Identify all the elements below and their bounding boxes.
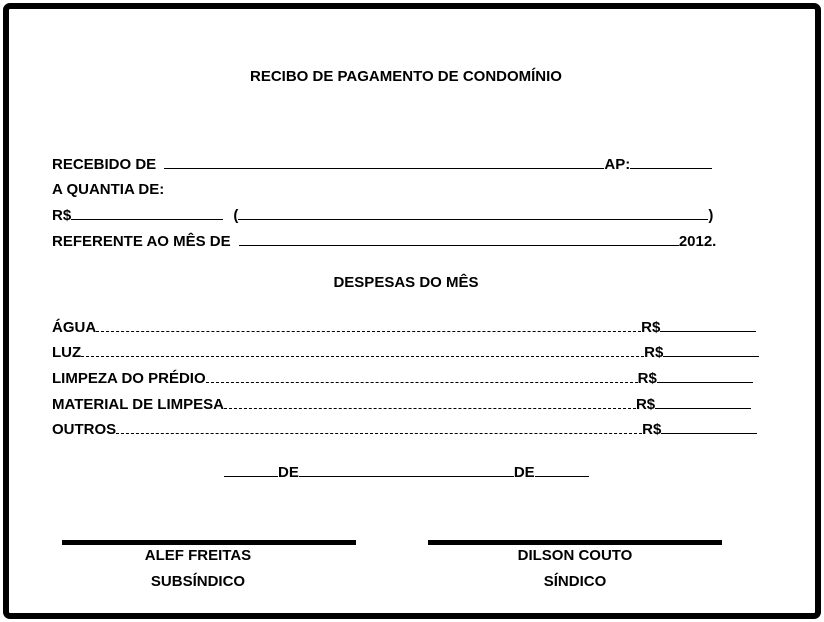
expense-currency: R$ [641, 319, 661, 336]
expense-leader [116, 424, 642, 434]
amount-row [52, 206, 713, 224]
signatory-role: SUBSÍNDICO [150, 573, 246, 590]
signature-line [62, 540, 356, 545]
reference-row [52, 232, 716, 250]
received-from-blank[interactable] [164, 155, 604, 169]
date-year-blank[interactable] [535, 463, 589, 477]
signatory-name: ALEF FREITAS [144, 547, 252, 564]
expense-label: MATERIAL DE LIMPESA [52, 396, 224, 413]
received-from-row [52, 155, 712, 173]
expense-label: ÁGUA [52, 319, 97, 336]
amount-label: A QUANTIA DE: [52, 181, 165, 198]
expense-amount-blank[interactable] [655, 395, 751, 409]
received-from-label: RECEBIDO DE [52, 156, 157, 173]
expense-leader [81, 347, 644, 357]
amount-words-open: ( [233, 207, 239, 224]
receipt-frame [3, 3, 821, 619]
date-row [224, 463, 589, 481]
expense-currency: R$ [642, 421, 662, 438]
signatory-name: DILSON COUTO [517, 547, 633, 564]
apartment-label: AP: [604, 156, 631, 173]
amount-words-close: ) [708, 207, 714, 224]
date-month-blank[interactable] [299, 463, 514, 477]
apartment-blank[interactable] [630, 155, 712, 169]
expense-label: LUZ [52, 344, 82, 361]
date-de-2: DE [513, 464, 535, 481]
expense-row [52, 395, 764, 413]
expense-amount-blank[interactable] [660, 318, 756, 332]
reference-month-blank[interactable] [239, 232, 679, 246]
amount-number-blank[interactable] [71, 206, 223, 220]
amount-currency-label: R$ [52, 207, 72, 224]
expense-leader [96, 322, 641, 332]
expense-amount-blank[interactable] [661, 420, 757, 434]
expense-label: LIMPEZA DO PRÉDIO [52, 370, 206, 387]
expense-label: OUTROS [52, 421, 117, 438]
signature-line [428, 540, 722, 545]
receipt-title: RECIBO DE PAGAMENTO DE CONDOMÍNIO [250, 68, 562, 85]
expense-currency: R$ [635, 396, 656, 413]
expenses-heading: DESPESAS DO MÊS [333, 274, 479, 291]
expense-leader [224, 399, 636, 409]
expense-currency: R$ [637, 370, 657, 387]
date-de-1: DE [278, 464, 299, 481]
expense-row [52, 369, 764, 387]
expense-amount-blank[interactable] [657, 369, 753, 383]
expense-row [52, 343, 764, 361]
expense-amount-blank[interactable] [663, 343, 759, 357]
year-suffix: 2012. [678, 233, 717, 250]
reference-label: REFERENTE AO MÊS DE [52, 233, 231, 250]
expense-row [52, 420, 764, 438]
date-day-blank[interactable] [224, 463, 278, 477]
expense-currency: R$ [644, 344, 664, 361]
expense-row [52, 318, 764, 336]
amount-words-blank[interactable] [238, 206, 708, 220]
expense-leader [206, 373, 638, 383]
signatory-role: SÍNDICO [543, 573, 607, 590]
